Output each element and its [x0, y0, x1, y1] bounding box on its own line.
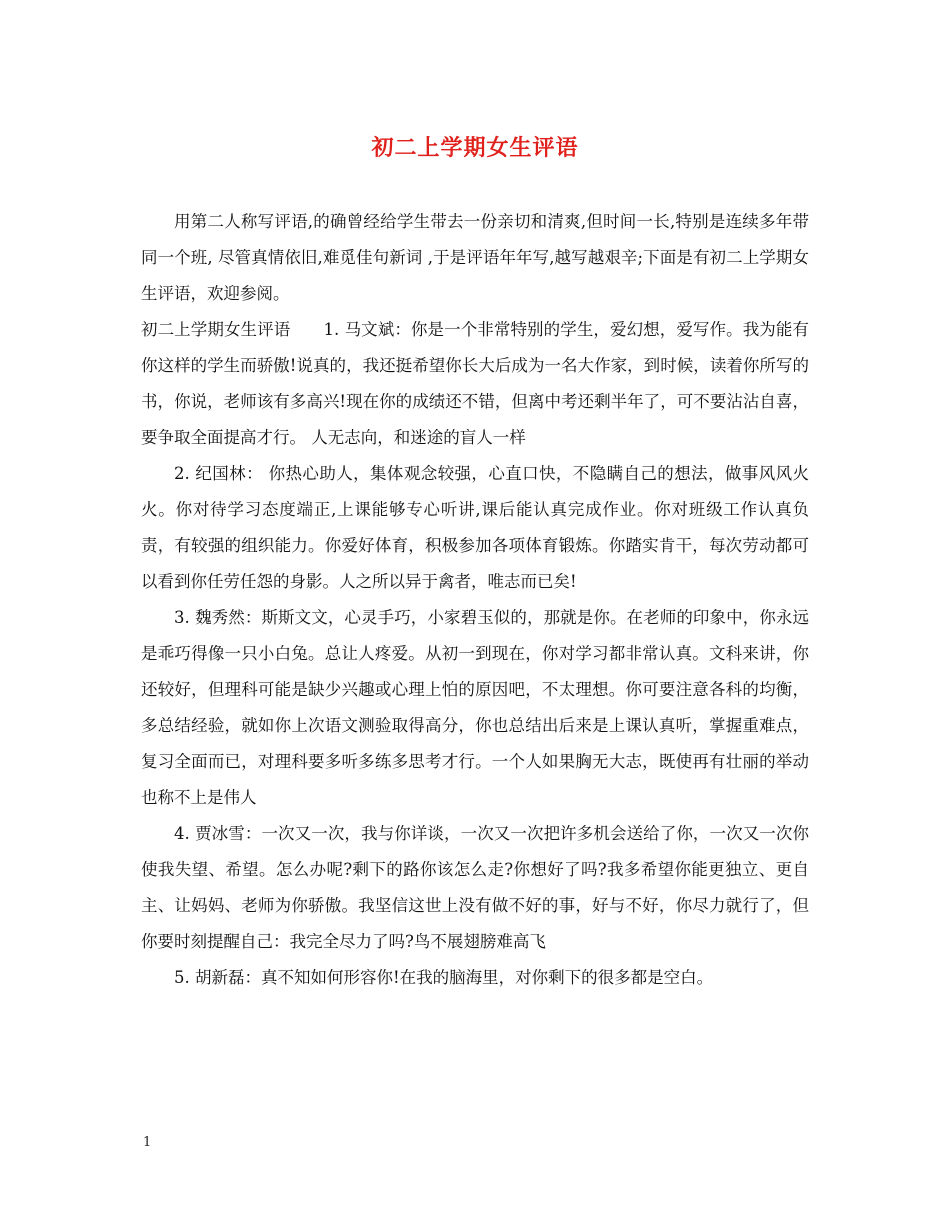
intro-paragraph: 用第二人称写评语,的确曾经给学生带去一份亲切和清爽,但时间一长,特别是连续多年带同一个班, 尽管真情依旧,难觅佳句新词 ,于是评语年年写,越写越艰辛;下面是有初二上学期女生评语，欢迎参阅。 [141, 212, 809, 303]
comment-paragraph-1: 初二上学期女生评语 1. 马文斌：你是一个非常特别的学生，爱幻想，爱写作。我为能有你这样的学生而骄傲!说真的，我还挺希望你长大后成为一名大作家，到时候，读着你所写的书，你说，老师该有多高兴!现在你的成绩还不错，但离中考还剩半年了，可不要沾沾自喜，要争取全面提高才行。 人无志向，和迷途的盲人一样 [141, 320, 809, 447]
page-number: 1 [143, 1135, 152, 1150]
document-body [141, 204, 809, 996]
comment-paragraph-2: 2. 纪国林： 你热心助人，集体观念较强，心直口快，不隐瞒自己的想法，做事风风火火。你对待学习态度端正,上课能够专心听讲,课后能认真完成作业。你对班级工作认真负责，有较强的组织能力。你爱好体育，积极参加各项体育锻炼。你踏实肯干，每次劳动都可以看到你任劳任怨的身影。人之所以异于禽者，唯志而已矣! [141, 464, 809, 591]
document-title: 初二上学期女生评语 [371, 135, 579, 161]
comment-paragraph-5: 5. 胡新磊：真不知如何形容你!在我的脑海里，对你剩下的很多都是空白。 [174, 968, 714, 987]
comment-paragraph-3: 3. 魏秀然：斯斯文文，心灵手巧，小家碧玉似的，那就是你。在老师的印象中，你永远是乖巧得像一只小白兔。总让人疼爱。从初一到现在，你对学习都非常认真。文科来讲，你还较好，但理科可能是缺少兴趣或心理上怕的原因吧，不太理想。你可要注意各科的均衡，多总结经验，就如你上次语文测验取得高分，你也总结出后来是上课认真听，掌握重难点，复习全面而已，对理科要多听多练多思考才行。一个人如果胸无大志，既使再有壮丽的举动也称不上是伟人 [141, 608, 809, 807]
comment-paragraph-4: 4. 贾冰雪：一次又一次，我与你详谈，一次又一次把许多机会送给了你，一次又一次你使我失望、希望。怎么办呢?剩下的路你该怎么走?你想好了吗?我多希望你能更独立、更自主、让妈妈、老师为你骄傲。我坚信这世上没有做不好的事，好与不好，你尽力就行了，但你要时刻提醒自己：我完全尽力了吗?鸟不展翅膀难高飞 [141, 824, 809, 951]
